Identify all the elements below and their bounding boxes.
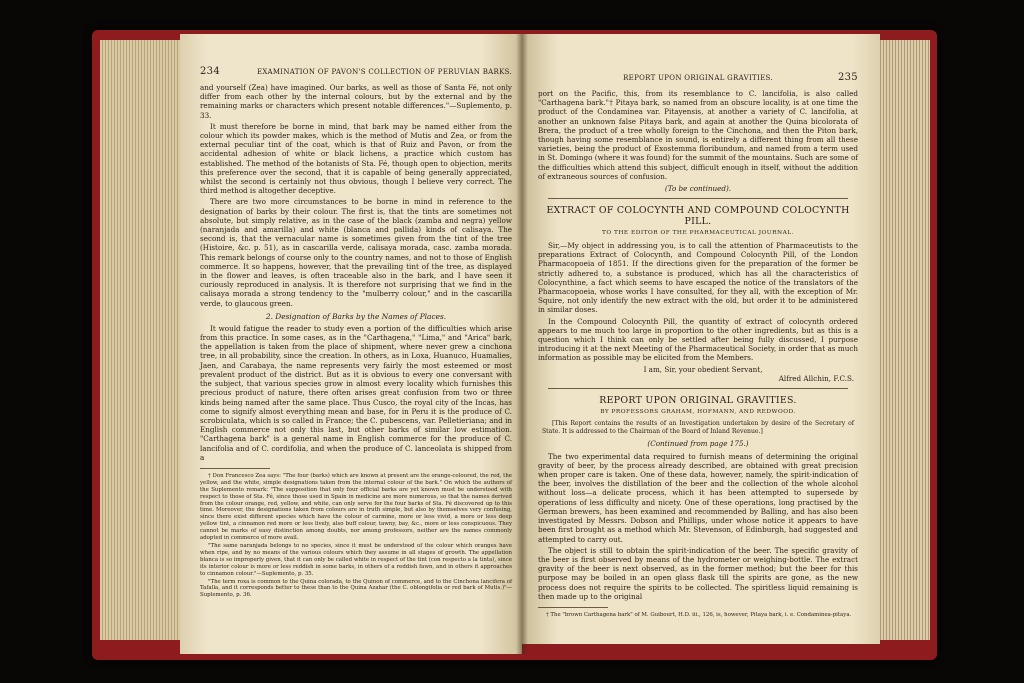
to-be-continued: (To be continued).: [664, 184, 732, 194]
continued-from: (Continued from page 175.): [647, 438, 749, 448]
footnote: "The same naranjada belongs to no species, since it must be understood of the colour which oranges have when ripe, and by no means of the various colours which they assume in all stages of growth. The appellation blanca is so improperly given, that it can only be called white in respect of the tint (con respecto a la tinta), since its interior colour is more or less reddish in some barks, in others of a reddish fawn, and in others it approaches to cinnamon colour."—Suplemento, p. 35.: [200, 542, 512, 577]
article-divider: [548, 198, 848, 199]
article-title-gravities: REPORT UPON ORIGINAL GRAVITIES.: [599, 395, 797, 407]
right-paragraph: Sir,—My object in addressing you, is to call the attention of Pharmaceutists to the preparations Extract of Colocynth, and Compound Colocynth Pill, of the London Pharmacopoeia of 1851. If the directions given for the preparation of the former be strictly adhered to, a substance is produced, which has all the characteristics of Colocynthine, a fact which seems to have escaped the notice of the translators of the Pharmacopoeia, whose works I have consulted, for they all, with the exception of Mr. Squire, not only identify the new extract with the old, but order it to be administered in similar doses.: [538, 241, 858, 315]
left-page-number: 234: [200, 66, 220, 77]
article-addressee: TO THE EDITOR OF THE PHARMACEUTICAL JOURNAL.: [602, 230, 794, 237]
page-edges-right: [878, 40, 930, 640]
signoff: I am, Sir, your obedient Servant,: [643, 364, 763, 374]
left-paragraph: and yourself (Zea) have imagined. Our barks, as well as those of Santa Fé, not only differ from each other by the internal colours, but by the external and by the remaining marks or characters which present notable differences."—Suplemento, p. 33.: [200, 83, 512, 120]
left-running-header: [200, 66, 512, 77]
right-paragraph: The two experimental data required to furnish means of determining the original gravity of beer, by the process already described, are obtained with great precision when proper care is taken. One of these data, however, namely, the spirit-indication of the beer, involves the distillation of the beer and the collection of the whole alcohol without loss—a delicate process, which it has been attempted to supersede by operations of less difficulty and nicety. One of these operations, long practised by the German brewers, has been examined and recommended by Balling, and has also been investigated by Messrs. Dobson and Phillips, under whose notice it appears to have been first brought as a method which Mr. Stevenson, of Edinburgh, had suggested and attempted to carry out.: [538, 451, 858, 544]
right-running-header: [538, 72, 858, 83]
left-paragraph: There are two more circumstances to be borne in mind in reference to the designation of barks by their colour. The first is, that the tints are sometimes not absolute, but simply relative, as in the case of the black (zamba and negra) yellow (naranjada and amarilla) and white (blanca and pallida) kinds of calisaya. The second is, that the vernacular name is sometimes given from the tint of the tree (Histoire, &c. p. 51), as in cascarilla verde, calisaya morada, casc. zamba morada. This remark belongs of course only to the country names, and not to those of English commerce. It so happens, however, that the prevailing tint of the tree, as displayed in the flower and leaves, is often traceable also in the bark, and I have seen it curiously reproduced in analysis. It is therefore not surprising that we find in the calisaya morada a strong tendency to the "mulberry colour," and in the cascarilla verde, to glaucous green.: [200, 197, 512, 308]
article-divider: [548, 388, 848, 389]
left-paragraph: It would fatigue the reader to study even a portion of the difficulties which arise from this practice. In some cases, as in the "Carthagena," "Lima," and "Arica" bark, the appellation is taken from the place of shipment, where never grew a cinchona tree, in all probability, since the creation. In others, as in Loxa, Huanuco, Huamalies, Jaen, and Carabaya, the name represents very fairly the most esteemed or most prevalent product of the district. But as it is obvious to every one conversant with the subject, that various species grow in almost every locality which furnishes this precious product of nature, there often arises great confusion from two or three kinds being named after the same place. Thus Cusco, the royal city of the Incas, has come to signify almost everything mean and base, for in Peru it is the produce of C. scrobiculata, which is so called in France; the C. pubescens, var. Pelletieriana; and in English commerce not only this last, but other barks of similar low estimation. "Carthagena bark" is a general name in English commerce for the produce of C. lancifolia and of C. cordifolia, and when the produce of C. lanceolata is shipped from a: [200, 323, 512, 462]
footnote: "The term roxa is common to the Quina colorada, to the Quinon of commerce, and to the Cinchona lancifera of Tafalla, and it corresponds better to these than to the Quina Azahar (the C. oblongifolia or red bark of Mutis.)"—Suplemento, p. 36.: [200, 578, 512, 599]
footnote: † The "brown Carthagena bark" of M. Guibourt, H.D. iii., 126, is, however, Pitaya bark, i. e. Condaminea-pitaya.: [546, 611, 852, 618]
section-subheading: 2. Designation of Barks by the Names of Places.: [265, 311, 447, 321]
right-paragraph: In the Compound Colocynth Pill, the quantity of extract of colocynth ordered appears to me much too large in proportion to the other ingredients, but as this is a question which I think can only be settled after being fully discussed, I purpose introducing it at the next Meeting of the Pharmaceutical Society, in order that as much information as possible may be elicited from the Members.: [538, 316, 858, 363]
article-authors: BY PROFESSORS GRAHAM, HOFMANN, AND REDWOOD.: [600, 409, 796, 416]
editorial-note: [This Report contains the results of an Investigation undertaken by desire of the Secretary of State. It is addressed to the Chairman of the Board of Inland Revenue.]: [542, 420, 854, 435]
page-edges-left: [100, 40, 192, 640]
right-page-number: 235: [837, 72, 858, 83]
book-gutter: [516, 34, 528, 654]
footnote: † Don Francesco Zea says: "The four (barks) which are known at present are the orange-coloured, the red, the yellow, and the white, simple designations taken from the internal colour of the bark." On which the authors of the Suplemento remark: "The supposition that only four official barks are yet known must be understood with respect to those of Sta. Fé, since those used in Spain in medicine are more numerous, so that the names derived from the colour orange, red, yellow, and white, can only serve for the four barks of Sta. Fé discovered up to this time. Moreover, the designations taken from colours are in truth simple, but also by themselves very confusing, since there exist different species which have the colour of carmine, more or less vivid, a more or less deep yellow tint, a cinnamon red more or less lively, also buff colour, tawny, bay, &c., more or less conspicuous. They cannot be marks of easy distinction among doubts, nor among professors, neither are the names commonly adopted in commerce of more avail.: [200, 472, 512, 542]
right-page: [522, 34, 880, 644]
footnote-rule: [200, 468, 270, 469]
footnote-rule: [538, 607, 608, 608]
right-running-head: REPORT UPON ORIGINAL GRAVITIES.: [623, 74, 773, 82]
left-page: [180, 34, 522, 654]
signature: Alfred Allchin, F.C.S.: [778, 373, 854, 383]
article-title-colocynth: EXTRACT OF COLOCYNTH AND COMPOUND COLOCYNTH PILL.: [546, 205, 850, 228]
right-paragraph: port on the Pacific, this, from its resemblance to C. lancifolia, is also called "Carthagena bark."† Pitaya bark, so named from an obscure locality, is at one time the product of the Condaminea var. Pitayensis, at another a variety of C. lancifolia, at another an unknown false Pitaya bark, and again at another the Quina bicolorata of Brera, the product of a tree wholly foreign to the Cinchona, and then the Piton bark, though having some resemblance in sound, is entirely a different thing from all these varieties, being the product of Exostemma floribundum, and named from a term used in St. Domingo (where it was found) for the summit of the mountains. Such are some of the difficulties which attend this subject, difficult enough in itself, without the addition of extraneous sources of confusion.: [538, 89, 858, 181]
left-paragraph: It must therefore be borne in mind, that bark may be named either from the colour which its powder makes, which is the method of Mutis and Zea, or from the external peculiar tint of the coat, which is that of Ruiz and Pavon, or from the accidental adhesion of white or black lichens, a practice which custom has established. The method of the botanists of Sta. Fé, though open to objection, merits this preference over the second, that it is capable of being generally appreciated, whilst the second is certainly not thus obvious, though I believe very correct. The third method is altogether deceptive.: [200, 121, 512, 196]
left-running-head: EXAMINATION OF PAVON'S COLLECTION OF PERUVIAN BARKS.: [257, 68, 512, 76]
right-paragraph: The object is still to obtain the spirit-indication of the beer. The specific gravity of the beer is first observed by means of the hydrometer or weighing-bottle. The extract gravity of the beer is next observed, as in the former method; but the beer for this purpose may be boiled in an open glass flask till the spirits are gone, as the new process does not require the spirits to be collected. The spiritless liquid remaining is then made up to the original: [538, 545, 858, 601]
